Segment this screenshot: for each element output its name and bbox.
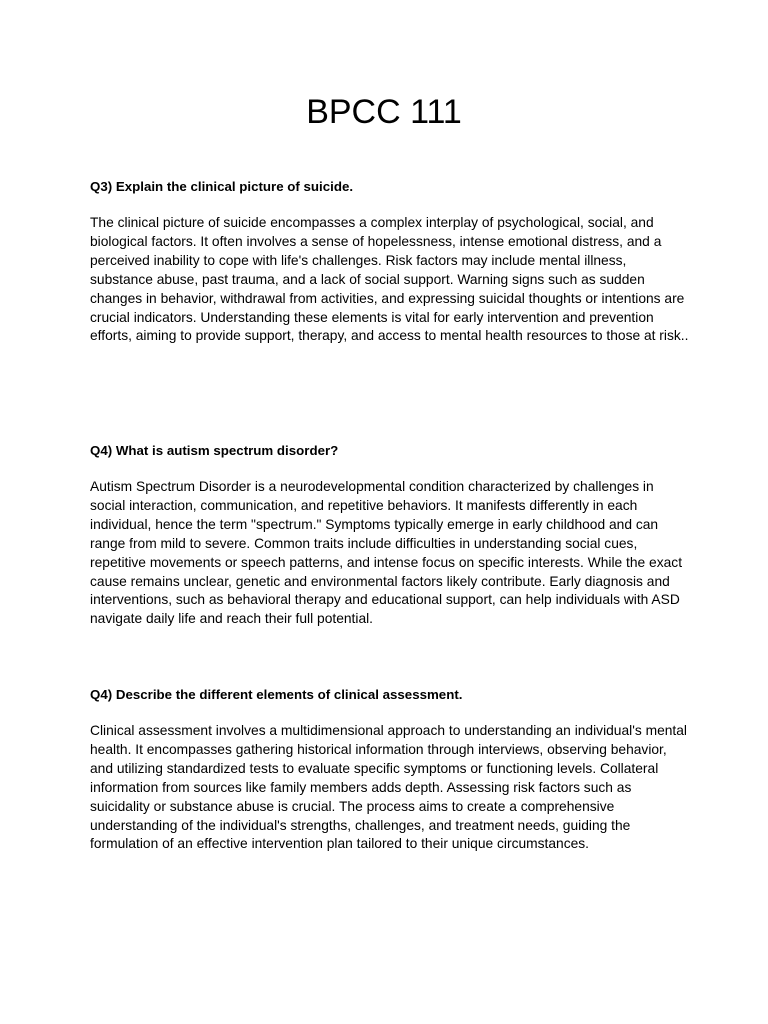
- answer-paragraph: Clinical assessment involves a multidimensional approach to understanding an individual's mental health. It encompasses gathering historical information through interviews, observing behavior, and utilizing standardized tests to evaluate specific symptoms or functioning levels. Collateral information from sources like family members adds depth. Assessing risk factors such as suicidality or substance abuse is crucial. The process aims to create a comprehensive understanding of the individual's strengths, challenges, and treatment needs, guiding the formulation of an effective intervention plan tailored to their unique circumstances.: [90, 723, 687, 852]
- question-heading: Q3) Explain the clinical picture of suicide.: [90, 179, 354, 194]
- qa-section-q3-suicide: [90, 177, 690, 346]
- answer-paragraph: The clinical picture of suicide encompasses a complex interplay of psychological, social, and biological factors. It often involves a sense of hopelessness, intense emotional distress, and a perceived inability to cope with life's challenges. Risk factors may include mental illness, substance abuse, past trauma, and a lack of social support. Warning signs such as sudden changes in behavior, withdrawal from activities, and expressing suicidal thoughts or intentions are crucial indicators. Understanding these elements is vital for early intervention and prevention efforts, aiming to provide support, therapy, and access to mental health resources to those at risk..: [90, 215, 689, 344]
- answer-paragraph: Autism Spectrum Disorder is a neurodevelopmental condition characterized by challenges in social interaction, communication, and repetitive behaviors. It manifests differently in each individual, hence the term "spectrum." Symptoms typically emerge in early childhood and can range from mild to severe. Common traits include difficulties in understanding social cues, repetitive movements or speech patterns, and intense focus on specific interests. While the exact cause remains unclear, genetic and environmental factors likely contribute. Early diagnosis and interventions, such as behavioral therapy and educational support, can help individuals with ASD navigate daily life and reach their full potential.: [90, 479, 683, 627]
- qa-section-q4-clinical-assessment: [90, 685, 690, 854]
- document-title: BPCC 111: [306, 93, 462, 131]
- qa-section-q4-autism: [90, 441, 690, 629]
- question-heading: Q4) What is autism spectrum disorder?: [90, 443, 339, 458]
- question-heading: Q4) Describe the different elements of clinical assessment.: [90, 687, 463, 702]
